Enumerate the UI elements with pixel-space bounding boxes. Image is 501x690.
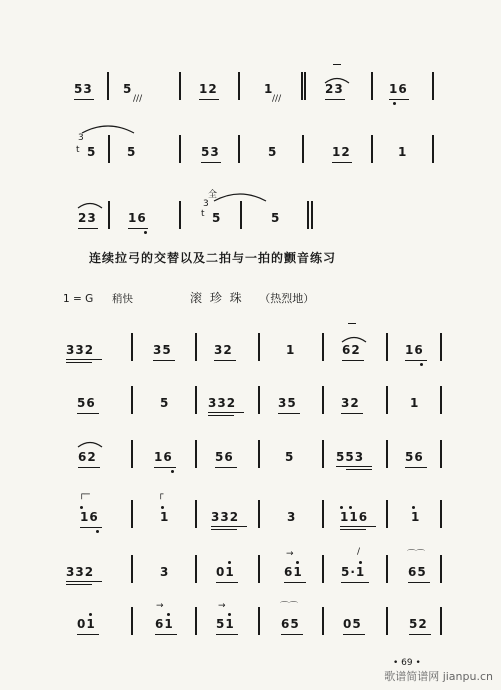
barline	[240, 201, 242, 229]
underline	[278, 413, 300, 414]
barline	[131, 500, 133, 528]
note-group: 5	[268, 145, 278, 159]
underline	[341, 413, 363, 414]
staff-row-4	[0, 333, 501, 373]
trill-mark: ┌	[158, 490, 164, 500]
note-group: 23	[78, 211, 97, 225]
barline	[195, 500, 197, 528]
barline	[107, 72, 109, 100]
underline	[66, 584, 92, 585]
key-label: 1 = G	[63, 293, 94, 305]
high-octave-dot	[89, 613, 92, 616]
barline	[440, 607, 442, 635]
note-group: 16	[80, 510, 99, 524]
low-octave-dot	[144, 231, 147, 234]
slur	[80, 121, 136, 135]
note-group: 1	[398, 145, 408, 159]
underline	[154, 467, 176, 468]
barline	[131, 386, 133, 414]
barline	[131, 333, 133, 361]
tempo-label: 稍快	[111, 293, 133, 305]
barline	[258, 386, 260, 414]
note-group: 56	[215, 450, 234, 464]
high-octave-dot	[296, 561, 299, 564]
tremolo-mark: ///	[272, 94, 282, 104]
barline	[432, 135, 434, 163]
underline	[214, 360, 236, 361]
barline	[304, 72, 306, 100]
note-group: 51	[216, 617, 235, 631]
section-heading: 连续拉弓的交替以及二拍与一拍的颤音练习	[89, 251, 337, 265]
piece-title	[190, 289, 314, 306]
barline	[322, 386, 324, 414]
note-group: 1	[264, 82, 274, 96]
fingering-mark: 3	[203, 199, 209, 209]
underline	[325, 99, 345, 100]
slur	[76, 438, 104, 448]
barline	[195, 555, 197, 583]
barline	[108, 135, 110, 163]
low-octave-dot	[171, 470, 174, 473]
note-group: 35	[153, 343, 172, 357]
ornament-label: 全	[208, 190, 218, 200]
note-group: 16	[154, 450, 173, 464]
trill-mark: /	[357, 547, 361, 557]
barline	[440, 386, 442, 414]
staff-row-8	[0, 547, 501, 595]
slide-mark: t	[201, 209, 205, 219]
underline	[77, 634, 99, 635]
note-group: 62	[342, 343, 361, 357]
barline	[386, 555, 388, 583]
high-octave-dot	[228, 613, 231, 616]
tremolo-mark: ///	[133, 94, 143, 104]
barline	[440, 500, 442, 528]
underline	[281, 634, 303, 635]
underline	[340, 526, 376, 527]
underline	[346, 469, 372, 470]
barline	[258, 607, 260, 635]
note-group: 1	[286, 343, 296, 357]
barline	[440, 440, 442, 468]
low-octave-dot	[420, 363, 423, 366]
underline	[216, 582, 238, 583]
low-octave-dot	[96, 530, 99, 533]
staff-row-7	[0, 490, 501, 536]
barline	[258, 440, 260, 468]
high-octave-dot	[80, 506, 83, 509]
note-group: 05	[343, 617, 362, 631]
staff-row-9	[0, 601, 501, 647]
note-group: 16	[128, 211, 147, 225]
underline	[74, 99, 94, 100]
barline	[195, 607, 197, 635]
trill-mark: ⌒⌒	[407, 550, 426, 560]
underline	[389, 99, 409, 100]
barline	[432, 72, 434, 100]
note-group: 5	[127, 145, 137, 159]
barline	[311, 201, 313, 229]
underline	[201, 162, 221, 163]
slur	[76, 199, 104, 209]
note-group: 01	[77, 617, 96, 631]
barline	[322, 555, 324, 583]
high-octave-dot	[412, 506, 415, 509]
note-group: 332	[211, 510, 240, 524]
note-group: 1	[160, 510, 170, 524]
underline	[208, 412, 244, 413]
barline	[386, 607, 388, 635]
barline	[322, 607, 324, 635]
note-group: 62	[78, 450, 97, 464]
note-group: 61	[155, 617, 174, 631]
barline	[195, 440, 197, 468]
accent-mark: →	[218, 601, 226, 611]
note-group: 5	[271, 211, 281, 225]
note-group: 553	[336, 450, 365, 464]
note-group: 5	[160, 396, 170, 410]
subtitle-text: （热烈地）	[259, 292, 315, 305]
barline	[322, 440, 324, 468]
accent-mark: →	[286, 549, 294, 559]
note-group: 5	[285, 450, 295, 464]
underline	[215, 467, 237, 468]
underline	[66, 581, 102, 582]
barline	[108, 201, 110, 229]
low-octave-dot	[393, 102, 396, 105]
staff-row-5	[0, 386, 501, 426]
trill-mark: ┌─	[79, 490, 90, 500]
underline	[408, 582, 430, 583]
note-group: 56	[77, 396, 96, 410]
barline	[179, 201, 181, 229]
page-number: • 69 •	[393, 658, 421, 668]
barline	[307, 201, 309, 229]
barline	[131, 440, 133, 468]
note-group: 53	[201, 145, 220, 159]
barline	[440, 555, 442, 583]
note-group: 12	[332, 145, 351, 159]
note-group: 01	[216, 565, 235, 579]
underline	[211, 526, 247, 527]
note-group: 1	[410, 396, 420, 410]
high-octave-dot	[161, 506, 164, 509]
note-group: 3	[287, 510, 297, 524]
underline	[153, 360, 175, 361]
high-octave-dot	[228, 561, 231, 564]
underline	[128, 228, 148, 229]
barline	[238, 72, 240, 100]
underline	[405, 467, 427, 468]
barline	[302, 135, 304, 163]
key-signature	[63, 291, 133, 306]
high-octave-dot	[340, 506, 343, 509]
barline	[322, 333, 324, 361]
slur	[340, 333, 368, 343]
note-group: 16	[389, 82, 408, 96]
underline	[336, 466, 372, 467]
barline	[258, 555, 260, 583]
underline	[199, 99, 219, 100]
underline	[80, 527, 102, 528]
note-group: 32	[341, 396, 360, 410]
barline	[386, 440, 388, 468]
barline	[386, 386, 388, 414]
barline	[386, 500, 388, 528]
note-group: 5	[123, 82, 133, 96]
barline	[238, 135, 240, 163]
barline	[258, 500, 260, 528]
underline	[66, 362, 92, 363]
note-group: 332	[208, 396, 237, 410]
barline	[258, 333, 260, 361]
underline	[211, 529, 237, 530]
staff-row-1	[0, 70, 501, 110]
barline	[371, 135, 373, 163]
underline	[216, 634, 238, 635]
underline	[78, 228, 98, 229]
barline	[440, 333, 442, 361]
watermark: 歌谱简谱网 jianpu.cn	[384, 670, 493, 683]
note-group: 35	[278, 396, 297, 410]
fingering-mark: 3	[78, 133, 84, 143]
barline	[371, 72, 373, 100]
slide-mark: t	[76, 145, 80, 155]
note-group: 65	[408, 565, 427, 579]
barline	[195, 333, 197, 361]
note-group: 32	[214, 343, 233, 357]
barline	[386, 333, 388, 361]
underline	[341, 582, 369, 583]
underline	[342, 360, 364, 361]
note-group: 332	[66, 565, 95, 579]
staff-row-3	[0, 190, 501, 237]
note-group: 16	[405, 343, 424, 357]
barline	[322, 500, 324, 528]
underline	[284, 582, 306, 583]
underline	[343, 634, 365, 635]
accent-mark	[348, 323, 356, 324]
note-group: 53	[74, 82, 93, 96]
note-group: 23	[325, 82, 344, 96]
underline	[332, 162, 352, 163]
underline	[66, 359, 102, 360]
note-group: 5	[212, 211, 222, 225]
barline	[131, 555, 133, 583]
underline	[405, 360, 427, 361]
underline	[409, 634, 431, 635]
underline	[340, 529, 366, 530]
staff-row-2	[0, 133, 501, 173]
title-text: 滚 珍 珠	[190, 291, 244, 305]
note-group: 3	[160, 565, 170, 579]
note-group: 5	[87, 145, 97, 159]
barline	[179, 135, 181, 163]
note-group: 12	[199, 82, 218, 96]
underline	[77, 413, 99, 414]
note-group: 52	[409, 617, 428, 631]
note-group: 5·1	[341, 565, 366, 579]
barline	[195, 386, 197, 414]
barline	[301, 72, 303, 100]
barline	[131, 607, 133, 635]
note-group: 65	[281, 617, 300, 631]
trill-mark: ⌒⌒	[280, 602, 299, 612]
underline	[78, 467, 100, 468]
high-octave-dot	[359, 561, 362, 564]
underline	[155, 634, 177, 635]
high-octave-dot	[167, 613, 170, 616]
note-group: 332	[66, 343, 95, 357]
note-group: 61	[284, 565, 303, 579]
accent-mark	[333, 64, 341, 65]
note-group: 1	[411, 510, 421, 524]
barline	[179, 72, 181, 100]
staff-row-6	[0, 440, 501, 480]
high-octave-dot	[349, 506, 352, 509]
accent-mark: →	[156, 601, 164, 611]
note-group: 56	[405, 450, 424, 464]
note-group: 116	[340, 510, 369, 524]
underline	[208, 415, 234, 416]
